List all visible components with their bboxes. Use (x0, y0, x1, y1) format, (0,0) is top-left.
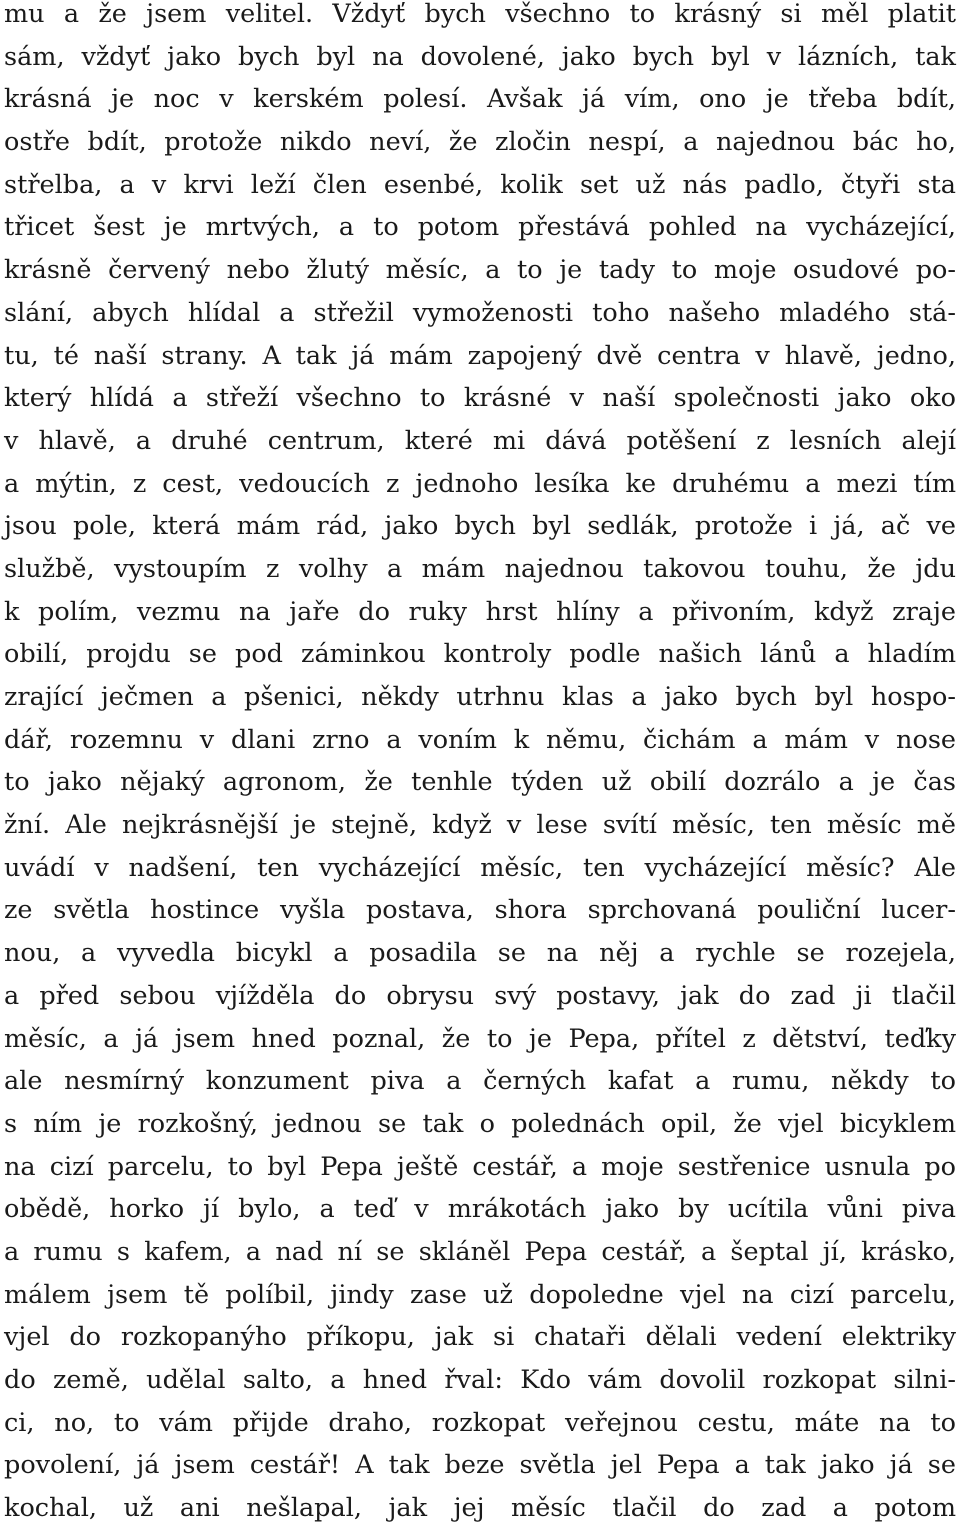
text-line: na cizí parcelu, to byl Pepa ještě cestář, a moje sestřenice usnula po (4, 1151, 956, 1182)
text-line: mu a že jsem velitel. Vždyť bych všechno to krásný si měl platit (4, 0, 956, 29)
text-line: střelba, a v krvi leží člen esenbé, kolik set už nás padlo, čtyři sta (4, 169, 956, 200)
text-line: měsíc, a já jsem hned poznal, že to je Pepa, přítel z dětství, teďky (4, 1023, 956, 1054)
text-line: sám, vždyť jako bych byl na dovolené, jako bych byl v lázních, tak (4, 41, 956, 72)
text-line: k polím, vezmu na jaře do ruky hrst hlíny a přivoním, když zraje (4, 596, 956, 627)
text-line: slání, abych hlídal a střežil vymoženosti toho našeho mladého stá- (4, 297, 956, 328)
text-line: ostře bdít, protože nikdo neví, že zločin nespí, a najednou bác ho, (4, 127, 956, 158)
text-line: obilí, projdu se pod záminkou kontroly podle našich lánů a hladím (4, 639, 956, 670)
text-line: vjel do rozkopanýho příkopu, jak si chataři dělali vedení elektriky (4, 1322, 956, 1353)
text-line: a rumu s kafem, a nad ní se skláněl Pepa cestář, a šeptal jí, krásko, (4, 1236, 956, 1267)
text-line: v hlavě, a druhé centrum, které mi dává potěšení z lesních alejí (4, 425, 956, 456)
text-line: krásná je noc v kerském polesí. Avšak já vím, ono je třeba bdít, (4, 84, 956, 115)
text-line: ze světla hostince vyšla postava, shora sprchovaná pouliční lucer- (4, 895, 956, 926)
text-line: krásně červený nebo žlutý měsíc, a to je tady to moje osudové po- (4, 255, 956, 286)
text-line: to jako nějaký agronom, že tenhle týden už obilí dozrálo a je čas (4, 767, 956, 798)
text-line: třicet šest je mrtvých, a to potom přestává pohled na vycházející, (4, 212, 956, 243)
text-line: nou, a vyvedla bicykl a posadila se na něj a rychle se rozejela, (4, 938, 956, 969)
text-line: ci, no, to vám přijde draho, rozkopat veřejnou cestu, máte na to (4, 1407, 956, 1438)
text-line: s ním je rozkošný, jednou se tak o polednách opil, že vjel bicyklem (4, 1108, 956, 1139)
text-line: kochal, už ani nešlapal, jak jej měsíc tlačil do zad a potom (4, 1493, 956, 1524)
text-line: a mýtin, z cest, vedoucích z jednoho lesíka ke druhému a mezi tím (4, 468, 956, 499)
body-text (4, 0, 956, 1530)
text-line: a před sebou vjížděla do obrysu svý postavy, jak do zad ji tlačil (4, 980, 956, 1011)
text-line: tu, té naší strany. A tak já mám zapojený dvě centra v hlavě, jedno, (4, 340, 956, 371)
text-line: ale nesmírný konzument piva a černých kafat a rumu, někdy to (4, 1066, 956, 1097)
text-line: obědě, horko jí bylo, a teď v mrákotách jako by ucítila vůni piva (4, 1194, 956, 1225)
text-line: uvádí v nadšení, ten vycházející měsíc, ten vycházející měsíc? Ale (4, 852, 956, 883)
text-line: málem jsem tě políbil, jindy zase už dopoledne vjel na cizí parcelu, (4, 1279, 956, 1310)
text-line: který hlídá a střeží všechno to krásné v naší společnosti jako oko (4, 383, 956, 414)
text-line: jsou pole, která mám rád, jako bych byl sedlák, protože i já, ač ve (4, 511, 956, 542)
text-line: žní. Ale nejkrásnější je stejně, když v lese svítí měsíc, ten měsíc mě (4, 810, 956, 841)
text-line: do země, udělal salto, a hned řval: Kdo vám dovolil rozkopat silni- (4, 1365, 956, 1395)
text-line: zrající ječmen a pšenici, někdy utrhnu klas a jako bych byl hospo- (4, 682, 956, 712)
text-line: povolení, já jsem cestář! A tak beze světla jel Pepa a tak jako já se (4, 1450, 956, 1481)
text-line: službě, vystoupím z volhy a mám najednou takovou touhu, že jdu (4, 553, 956, 584)
text-line: dář, rozemnu v dlani zrno a voním k němu, čichám a mám v nose (4, 724, 956, 755)
